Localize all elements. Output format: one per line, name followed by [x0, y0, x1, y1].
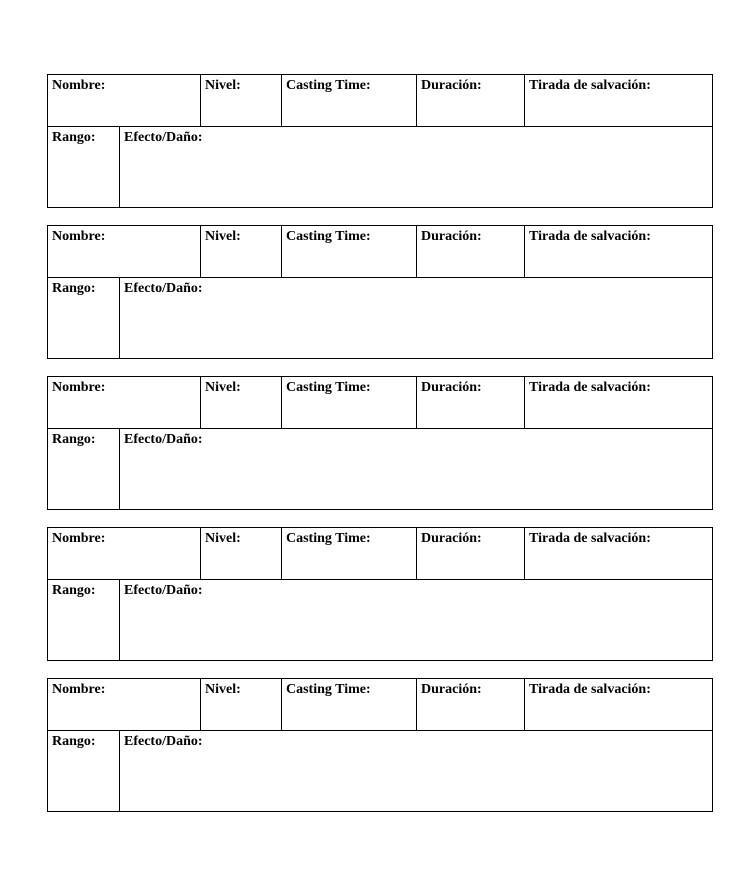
- casting-time-field[interactable]: [282, 528, 417, 579]
- nombre-field[interactable]: [48, 679, 201, 730]
- nombre-label: Nombre:: [52, 531, 106, 546]
- efecto-dano-field[interactable]: [120, 278, 712, 358]
- efecto-dano-label: Efecto/Daño:: [124, 583, 203, 598]
- duracion-label: Duración:: [421, 531, 482, 546]
- spell-card: [47, 225, 713, 359]
- duracion-label: Duración:: [421, 380, 482, 395]
- tirada-de-salvacion-field[interactable]: [525, 75, 712, 126]
- duracion-field[interactable]: [417, 75, 525, 126]
- tirada-de-salvacion-field[interactable]: [525, 377, 712, 428]
- spell-card-header-row: [48, 528, 712, 580]
- nombre-field[interactable]: [48, 75, 201, 126]
- tirada-de-salvacion-label: Tirada de salvación:: [529, 78, 651, 93]
- spell-card-list: [47, 74, 713, 829]
- rango-field[interactable]: [48, 731, 120, 811]
- nivel-field[interactable]: [201, 528, 282, 579]
- casting-time-label: Casting Time:: [286, 531, 371, 546]
- rango-field[interactable]: [48, 127, 120, 207]
- efecto-dano-field[interactable]: [120, 580, 712, 660]
- nombre-label: Nombre:: [52, 380, 106, 395]
- nivel-field[interactable]: [201, 679, 282, 730]
- rango-field[interactable]: [48, 278, 120, 358]
- nombre-label: Nombre:: [52, 78, 106, 93]
- spell-card-body-row: [48, 429, 712, 509]
- nivel-field[interactable]: [201, 226, 282, 277]
- nivel-label: Nivel:: [205, 78, 241, 93]
- nombre-field[interactable]: [48, 226, 201, 277]
- tirada-de-salvacion-field[interactable]: [525, 679, 712, 730]
- spell-card: [47, 74, 713, 208]
- efecto-dano-label: Efecto/Daño:: [124, 432, 203, 447]
- efecto-dano-field[interactable]: [120, 429, 712, 509]
- nivel-field[interactable]: [201, 377, 282, 428]
- efecto-dano-label: Efecto/Daño:: [124, 130, 203, 145]
- duracion-field[interactable]: [417, 679, 525, 730]
- rango-label: Rango:: [52, 734, 96, 749]
- spell-card-body-row: [48, 127, 712, 207]
- casting-time-label: Casting Time:: [286, 78, 371, 93]
- spell-card: [47, 376, 713, 510]
- spell-card: [47, 527, 713, 661]
- nombre-field[interactable]: [48, 528, 201, 579]
- tirada-de-salvacion-field[interactable]: [525, 226, 712, 277]
- spell-card-header-row: [48, 226, 712, 278]
- nivel-label: Nivel:: [205, 682, 241, 697]
- tirada-de-salvacion-label: Tirada de salvación:: [529, 229, 651, 244]
- rango-label: Rango:: [52, 130, 96, 145]
- casting-time-label: Casting Time:: [286, 229, 371, 244]
- rango-label: Rango:: [52, 281, 96, 296]
- efecto-dano-label: Efecto/Daño:: [124, 734, 203, 749]
- nivel-label: Nivel:: [205, 229, 241, 244]
- casting-time-label: Casting Time:: [286, 380, 371, 395]
- nombre-label: Nombre:: [52, 682, 106, 697]
- casting-time-field[interactable]: [282, 226, 417, 277]
- duracion-field[interactable]: [417, 528, 525, 579]
- casting-time-field[interactable]: [282, 679, 417, 730]
- tirada-de-salvacion-label: Tirada de salvación:: [529, 682, 651, 697]
- rango-field[interactable]: [48, 580, 120, 660]
- spell-card: [47, 678, 713, 812]
- efecto-dano-field[interactable]: [120, 731, 712, 811]
- nivel-label: Nivel:: [205, 380, 241, 395]
- tirada-de-salvacion-field[interactable]: [525, 528, 712, 579]
- nivel-label: Nivel:: [205, 531, 241, 546]
- casting-time-field[interactable]: [282, 75, 417, 126]
- nivel-field[interactable]: [201, 75, 282, 126]
- spell-card-body-row: [48, 731, 712, 811]
- casting-time-field[interactable]: [282, 377, 417, 428]
- rango-label: Rango:: [52, 432, 96, 447]
- tirada-de-salvacion-label: Tirada de salvación:: [529, 531, 651, 546]
- duracion-label: Duración:: [421, 682, 482, 697]
- nombre-field[interactable]: [48, 377, 201, 428]
- spell-card-body-row: [48, 580, 712, 660]
- efecto-dano-label: Efecto/Daño:: [124, 281, 203, 296]
- rango-field[interactable]: [48, 429, 120, 509]
- casting-time-label: Casting Time:: [286, 682, 371, 697]
- spell-card-body-row: [48, 278, 712, 358]
- nombre-label: Nombre:: [52, 229, 106, 244]
- tirada-de-salvacion-label: Tirada de salvación:: [529, 380, 651, 395]
- spell-card-header-row: [48, 377, 712, 429]
- spell-card-header-row: [48, 679, 712, 731]
- efecto-dano-field[interactable]: [120, 127, 712, 207]
- duracion-label: Duración:: [421, 229, 482, 244]
- rango-label: Rango:: [52, 583, 96, 598]
- duracion-field[interactable]: [417, 226, 525, 277]
- spell-card-header-row: [48, 75, 712, 127]
- duracion-field[interactable]: [417, 377, 525, 428]
- duracion-label: Duración:: [421, 78, 482, 93]
